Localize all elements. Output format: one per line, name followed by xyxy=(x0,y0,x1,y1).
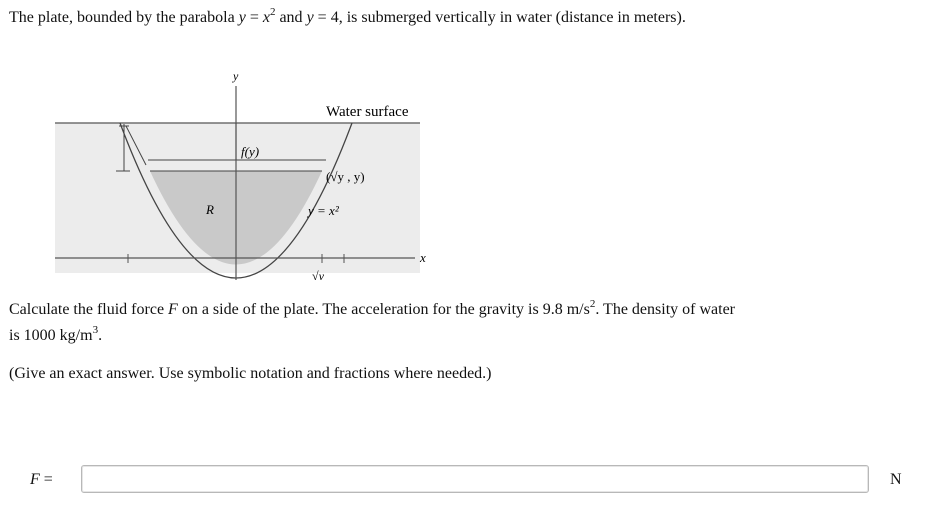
problem-task-line1: Calculate the fluid force F on a side of the plate. The acceleration for the gravity is 9.8 $m/s^2$. The density of water xyxy=(9,297,736,318)
axis-y-label: y xyxy=(233,69,239,83)
fy-label: f(y) xyxy=(241,144,260,159)
answer-input[interactable] xyxy=(81,465,869,493)
plate-diagram xyxy=(50,68,440,280)
instruction-text: (Give an exact answer. Use symbolic notation and fractions where needed.) xyxy=(9,365,492,382)
problem-task-line2: is 1000 $kg/m^3$. xyxy=(9,323,103,344)
unit-label: N xyxy=(890,471,902,488)
curve-label: y = x² xyxy=(308,203,339,218)
point-label: (√y , y) xyxy=(326,169,365,184)
sqrt-y-label: √y xyxy=(312,269,324,280)
answer-label: F = xyxy=(30,471,53,488)
water-surface-label: Water surface xyxy=(326,104,409,120)
region-label: R xyxy=(206,202,214,217)
problem-intro: The plate, bounded by the parabola $y = x^2$ and y = 4, is submerged vertically in water (distance in meters). xyxy=(9,5,686,26)
axis-x-label: x xyxy=(420,250,426,265)
